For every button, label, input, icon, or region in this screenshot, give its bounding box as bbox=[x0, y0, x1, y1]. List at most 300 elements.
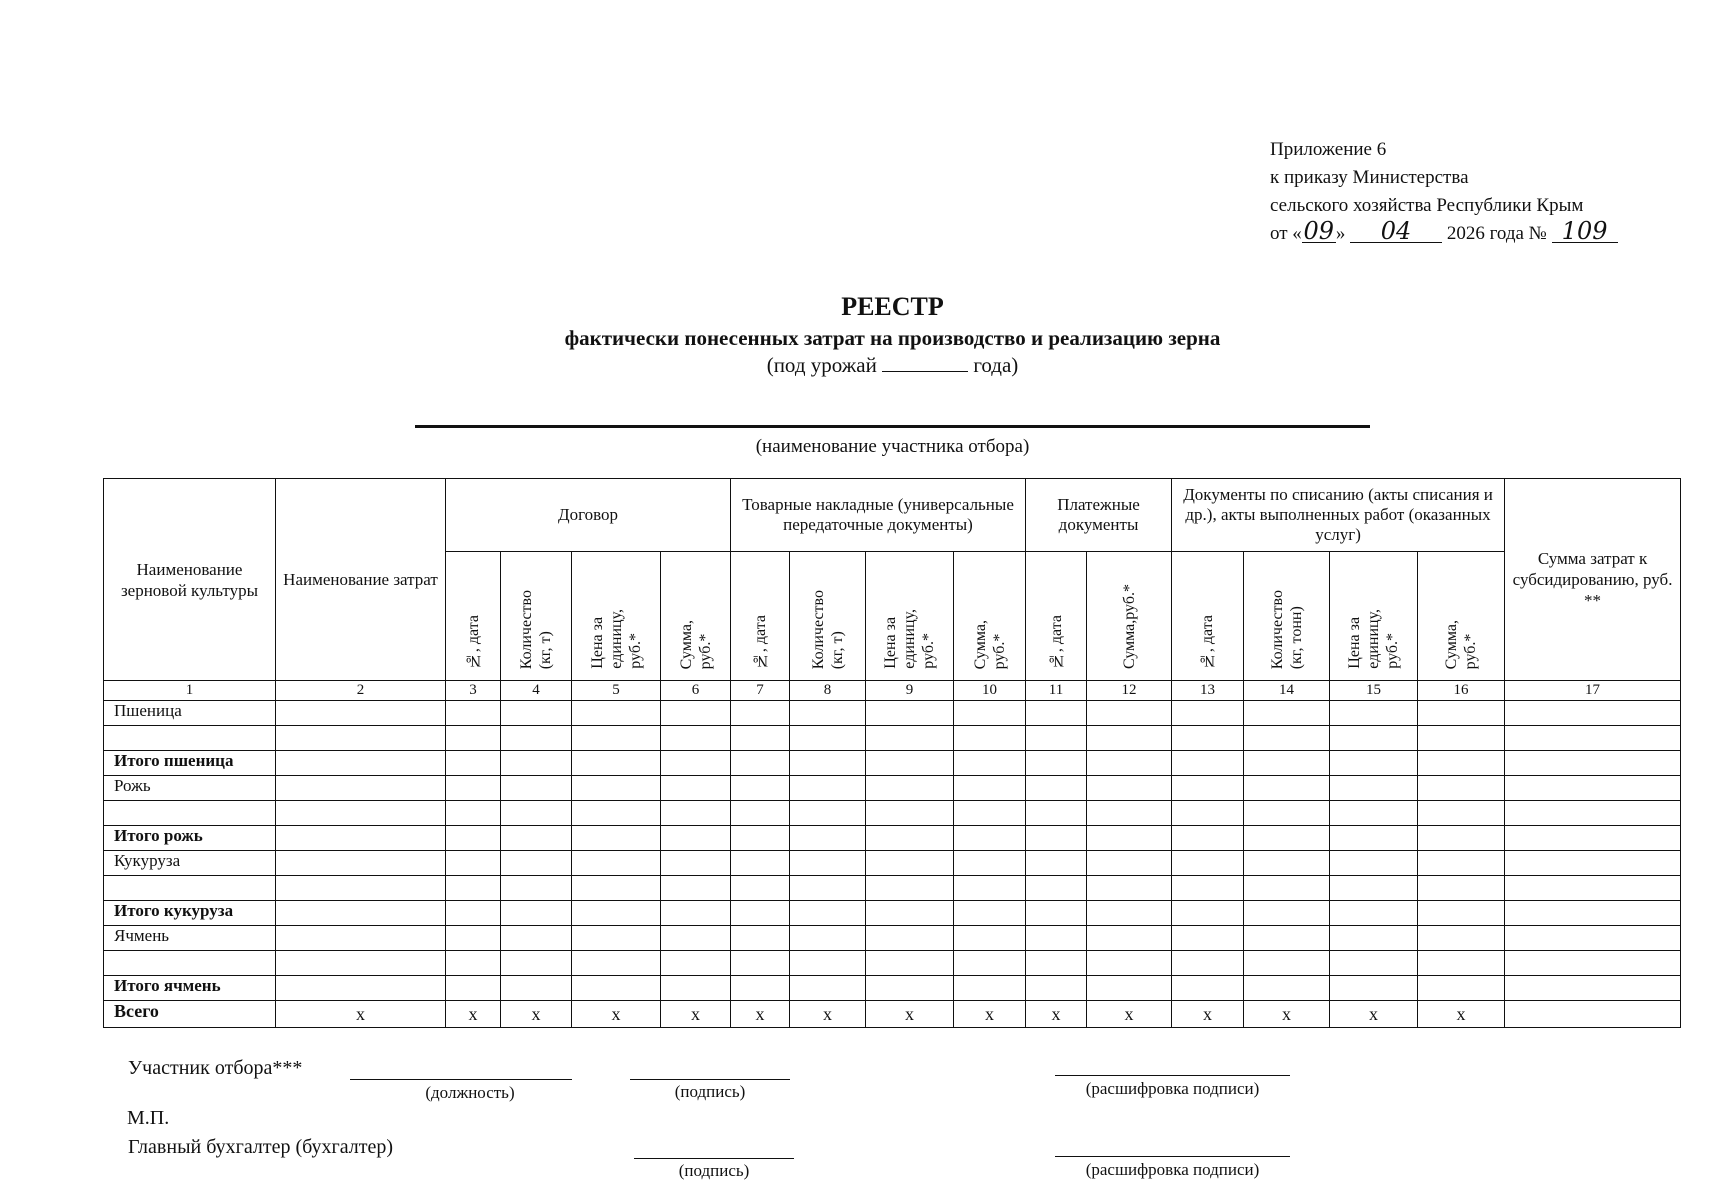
table-cell[interactable] bbox=[661, 751, 731, 776]
header-sub-cell bbox=[866, 552, 954, 681]
table-row bbox=[104, 851, 1681, 876]
table-cell[interactable] bbox=[661, 801, 731, 826]
table-cell[interactable] bbox=[866, 726, 954, 751]
table-cell[interactable] bbox=[954, 901, 1026, 926]
decode-caption: (расшифровка подписи) bbox=[1085, 1079, 1260, 1098]
table-cell[interactable] bbox=[446, 801, 501, 826]
header-sub-label: Сумма,руб.* bbox=[1120, 583, 1138, 669]
table-cell[interactable] bbox=[1330, 776, 1418, 801]
table-cell[interactable] bbox=[1244, 976, 1330, 1001]
table-cell[interactable] bbox=[1244, 951, 1330, 976]
x-mark-cell: x bbox=[1026, 1001, 1087, 1028]
table-cell[interactable] bbox=[866, 826, 954, 851]
table-cell[interactable] bbox=[790, 776, 866, 801]
table-cell[interactable] bbox=[1087, 876, 1172, 901]
table-cell[interactable] bbox=[731, 901, 790, 926]
table-cell[interactable] bbox=[731, 726, 790, 751]
column-number: 15 bbox=[1330, 681, 1418, 701]
table-cell[interactable] bbox=[790, 826, 866, 851]
table-cell[interactable] bbox=[1172, 976, 1244, 1001]
table-row bbox=[104, 976, 1681, 1001]
table-cell[interactable] bbox=[1026, 726, 1087, 751]
table-cell[interactable] bbox=[866, 701, 954, 726]
row-label bbox=[104, 876, 276, 901]
table-cell[interactable] bbox=[501, 726, 572, 751]
table-cell[interactable] bbox=[1026, 701, 1087, 726]
table-cell[interactable] bbox=[572, 926, 661, 951]
row-label: Кукуруза bbox=[104, 851, 276, 876]
appendix-day: 09 bbox=[1303, 217, 1335, 245]
appendix-block bbox=[1270, 136, 1618, 248]
table-cell[interactable] bbox=[1172, 876, 1244, 901]
table-cell[interactable] bbox=[1172, 701, 1244, 726]
row-label bbox=[104, 801, 276, 826]
table-cell[interactable] bbox=[1505, 851, 1681, 876]
table-cell[interactable] bbox=[1418, 801, 1505, 826]
table-cell[interactable] bbox=[1330, 701, 1418, 726]
table-cell[interactable] bbox=[954, 701, 1026, 726]
header-sub-cell bbox=[1244, 552, 1330, 681]
table-cell[interactable] bbox=[1244, 926, 1330, 951]
table-cell[interactable] bbox=[446, 701, 501, 726]
table-cell[interactable] bbox=[1330, 951, 1418, 976]
column-number-row bbox=[104, 681, 1681, 701]
table-cell[interactable] bbox=[661, 951, 731, 976]
harvest-year-blank[interactable] bbox=[882, 353, 968, 372]
table-cell[interactable] bbox=[501, 801, 572, 826]
harvest-suffix: года) bbox=[973, 353, 1019, 377]
row-label: Пшеница bbox=[104, 701, 276, 726]
table-cell[interactable] bbox=[446, 976, 501, 1001]
header-sub-cell bbox=[954, 552, 1026, 681]
row-label: Итого пшеница bbox=[104, 751, 276, 776]
table-cell[interactable] bbox=[1026, 751, 1087, 776]
table-cell[interactable] bbox=[1505, 776, 1681, 801]
table-row bbox=[104, 826, 1681, 851]
column-number: 12 bbox=[1087, 681, 1172, 701]
x-mark-cell: x bbox=[1172, 1001, 1244, 1028]
header-sub-cell bbox=[1418, 552, 1505, 681]
table-row bbox=[104, 776, 1681, 801]
table-cell[interactable] bbox=[446, 751, 501, 776]
table-cell[interactable] bbox=[866, 876, 954, 901]
table-cell[interactable] bbox=[446, 951, 501, 976]
table-cell[interactable] bbox=[1087, 801, 1172, 826]
table-cell[interactable] bbox=[661, 826, 731, 851]
table-cell[interactable] bbox=[866, 976, 954, 1001]
table-cell[interactable] bbox=[1087, 951, 1172, 976]
table-cell[interactable] bbox=[790, 876, 866, 901]
table-cell[interactable] bbox=[446, 926, 501, 951]
table-cell[interactable] bbox=[1172, 901, 1244, 926]
header-sub-label: Количество (кг, т) bbox=[809, 589, 846, 669]
table-cell[interactable] bbox=[790, 751, 866, 776]
table-cell[interactable] bbox=[1418, 926, 1505, 951]
table-cell[interactable] bbox=[1087, 976, 1172, 1001]
header-sub-label: Цена за единицу, руб.* bbox=[1346, 609, 1402, 669]
table-cell[interactable] bbox=[1418, 976, 1505, 1001]
table-cell[interactable] bbox=[1505, 876, 1681, 901]
table-cell[interactable] bbox=[572, 701, 661, 726]
table-cell[interactable] bbox=[731, 926, 790, 951]
table-cell[interactable] bbox=[501, 976, 572, 1001]
table-cell[interactable] bbox=[661, 701, 731, 726]
table-cell[interactable] bbox=[731, 801, 790, 826]
table-cell[interactable] bbox=[276, 751, 446, 776]
header-sub-cell bbox=[446, 552, 501, 681]
appendix-day-suffix: » bbox=[1335, 223, 1346, 244]
table-cell[interactable] bbox=[572, 726, 661, 751]
table-cell[interactable] bbox=[1244, 801, 1330, 826]
table-cell[interactable] bbox=[501, 776, 572, 801]
x-mark-cell: x bbox=[501, 1001, 572, 1028]
table-cell[interactable] bbox=[501, 826, 572, 851]
table-cell[interactable] bbox=[276, 976, 446, 1001]
column-number: 7 bbox=[731, 681, 790, 701]
header-sub-label: Цена за единицу, руб.* bbox=[882, 609, 937, 669]
table-row bbox=[104, 876, 1681, 901]
registry-table bbox=[103, 478, 1681, 1028]
table-cell[interactable] bbox=[1505, 951, 1681, 976]
table-cell[interactable] bbox=[1505, 901, 1681, 926]
table-cell[interactable] bbox=[276, 776, 446, 801]
header-group-payments: Платежные документы bbox=[1026, 479, 1172, 552]
table-cell[interactable] bbox=[866, 951, 954, 976]
table-cell[interactable] bbox=[1172, 776, 1244, 801]
table-cell[interactable] bbox=[731, 951, 790, 976]
header-sub-label: Количество (кг, т) bbox=[518, 589, 554, 669]
participant-name-line[interactable] bbox=[415, 425, 1370, 428]
table-cell[interactable] bbox=[1172, 801, 1244, 826]
table-cell[interactable] bbox=[1087, 826, 1172, 851]
table-cell[interactable] bbox=[731, 976, 790, 1001]
table-cell[interactable] bbox=[1026, 826, 1087, 851]
table-cell[interactable] bbox=[276, 926, 446, 951]
column-number: 16 bbox=[1418, 681, 1505, 701]
table-cell[interactable] bbox=[954, 726, 1026, 751]
table-cell[interactable] bbox=[1172, 951, 1244, 976]
table-cell[interactable] bbox=[572, 751, 661, 776]
table-cell[interactable] bbox=[790, 851, 866, 876]
signature-caption: (подпись) bbox=[674, 1082, 746, 1101]
table-cell[interactable] bbox=[954, 751, 1026, 776]
table-cell[interactable] bbox=[790, 976, 866, 1001]
table-cell[interactable] bbox=[1244, 776, 1330, 801]
table-cell[interactable] bbox=[954, 776, 1026, 801]
table-cell[interactable] bbox=[954, 951, 1026, 976]
table-cell[interactable] bbox=[731, 826, 790, 851]
table-cell[interactable] bbox=[1087, 901, 1172, 926]
table-cell[interactable] bbox=[501, 751, 572, 776]
table-cell[interactable] bbox=[1330, 826, 1418, 851]
accountant-label: Главный бухгалтер (бухгалтер) bbox=[128, 1136, 394, 1158]
table-cell[interactable] bbox=[501, 701, 572, 726]
table-cell[interactable] bbox=[954, 876, 1026, 901]
table-cell[interactable] bbox=[1172, 926, 1244, 951]
table-cell[interactable] bbox=[1026, 976, 1087, 1001]
x-mark-cell: x bbox=[866, 1001, 954, 1028]
column-number: 14 bbox=[1244, 681, 1330, 701]
header-sub-label: Сумма, руб.* bbox=[1443, 619, 1480, 669]
column-number: 6 bbox=[661, 681, 731, 701]
accountant-signature-line[interactable] bbox=[634, 1158, 794, 1159]
table-cell[interactable] bbox=[1418, 701, 1505, 726]
x-mark-cell: x bbox=[1244, 1001, 1330, 1028]
table-cell[interactable] bbox=[790, 951, 866, 976]
column-number: 13 bbox=[1172, 681, 1244, 701]
position-line[interactable] bbox=[350, 1079, 572, 1080]
appendix-line-2: к приказу Министерства bbox=[1270, 167, 1469, 188]
table-cell[interactable] bbox=[731, 751, 790, 776]
table-cell[interactable] bbox=[1087, 851, 1172, 876]
table-cell[interactable] bbox=[866, 926, 954, 951]
harvest-line bbox=[0, 353, 1710, 378]
table-cell[interactable] bbox=[1172, 851, 1244, 876]
table-cell[interactable] bbox=[1330, 926, 1418, 951]
table-row bbox=[104, 901, 1681, 926]
table-cell[interactable] bbox=[1026, 801, 1087, 826]
header-costs: Наименование затрат bbox=[276, 479, 446, 681]
table-cell[interactable] bbox=[1330, 801, 1418, 826]
table-cell[interactable] bbox=[1505, 801, 1681, 826]
decode-line[interactable] bbox=[1055, 1075, 1290, 1076]
table-cell[interactable] bbox=[954, 926, 1026, 951]
stamp-label: М.П. bbox=[127, 1107, 170, 1129]
table-cell[interactable] bbox=[790, 926, 866, 951]
table-cell[interactable] bbox=[790, 801, 866, 826]
table-cell[interactable] bbox=[790, 901, 866, 926]
signature-line[interactable] bbox=[630, 1079, 790, 1080]
document-subtitle: фактически понесенных затрат на производство и реализацию зерна bbox=[564, 326, 1221, 350]
header-sub-label: Сумма, руб.* bbox=[971, 619, 1008, 669]
header-row-groups bbox=[104, 479, 1681, 552]
header-group-writeoff: Документы по списанию (акты списания и др.), акты выполненных работ (оказанных услуг) bbox=[1172, 479, 1505, 552]
table-cell[interactable] bbox=[731, 776, 790, 801]
header-group-contract: Договор bbox=[446, 479, 731, 552]
table-cell[interactable] bbox=[276, 901, 446, 926]
table-cell[interactable] bbox=[866, 776, 954, 801]
x-mark-cell: x bbox=[446, 1001, 501, 1028]
table-cell[interactable] bbox=[276, 951, 446, 976]
table-cell[interactable] bbox=[572, 951, 661, 976]
table-row bbox=[104, 726, 1681, 751]
table-cell[interactable] bbox=[954, 801, 1026, 826]
accountant-decode-line[interactable] bbox=[1055, 1156, 1290, 1157]
table-cell[interactable] bbox=[731, 701, 790, 726]
table-cell[interactable] bbox=[1087, 701, 1172, 726]
table-cell[interactable] bbox=[446, 876, 501, 901]
table-cell[interactable] bbox=[1505, 826, 1681, 851]
table-cell[interactable] bbox=[661, 876, 731, 901]
table-cell[interactable] bbox=[954, 976, 1026, 1001]
table-cell[interactable] bbox=[1087, 751, 1172, 776]
table-cell[interactable] bbox=[1172, 826, 1244, 851]
appendix-from-prefix: от « bbox=[1270, 223, 1302, 244]
row-label bbox=[104, 951, 276, 976]
table-cell[interactable] bbox=[1244, 726, 1330, 751]
table-cell[interactable] bbox=[446, 726, 501, 751]
table-cell[interactable] bbox=[1026, 951, 1087, 976]
table-cell[interactable] bbox=[276, 726, 446, 751]
table-cell[interactable] bbox=[866, 751, 954, 776]
table-row bbox=[104, 926, 1681, 951]
table-cell[interactable] bbox=[572, 826, 661, 851]
accountant-signature-caption: (подпись) bbox=[678, 1161, 750, 1180]
table-cell[interactable] bbox=[572, 801, 661, 826]
x-mark-cell: x bbox=[661, 1001, 731, 1028]
table-body bbox=[104, 701, 1681, 1028]
row-label: Всего bbox=[104, 1001, 276, 1028]
row-label: Ячмень bbox=[104, 926, 276, 951]
table-cell[interactable] bbox=[1244, 901, 1330, 926]
table-cell[interactable] bbox=[1418, 951, 1505, 976]
table-cell[interactable] bbox=[866, 851, 954, 876]
x-mark-cell: x bbox=[1330, 1001, 1418, 1028]
table-cell[interactable] bbox=[572, 776, 661, 801]
column-number: 3 bbox=[446, 681, 501, 701]
table-cell[interactable] bbox=[954, 851, 1026, 876]
table-cell[interactable] bbox=[954, 826, 1026, 851]
table-cell[interactable] bbox=[1087, 926, 1172, 951]
table-cell[interactable] bbox=[1172, 726, 1244, 751]
table-cell[interactable] bbox=[661, 901, 731, 926]
table-row bbox=[104, 801, 1681, 826]
table-cell[interactable] bbox=[446, 826, 501, 851]
accountant-decode-caption: (расшифровка подписи) bbox=[1085, 1160, 1260, 1179]
header-sub-cell bbox=[790, 552, 866, 681]
table-cell[interactable] bbox=[446, 776, 501, 801]
table-cell[interactable] bbox=[1330, 851, 1418, 876]
table-cell[interactable] bbox=[1244, 851, 1330, 876]
column-number: 9 bbox=[866, 681, 954, 701]
column-number: 11 bbox=[1026, 681, 1087, 701]
table-cell[interactable] bbox=[1505, 751, 1681, 776]
header-sub-label: Цена за единицу, руб.* bbox=[588, 609, 644, 669]
table-cell[interactable] bbox=[1026, 901, 1087, 926]
column-number: 2 bbox=[276, 681, 446, 701]
column-number: 5 bbox=[572, 681, 661, 701]
header-sub-cell bbox=[731, 552, 790, 681]
x-mark-cell: x bbox=[1087, 1001, 1172, 1028]
table-cell[interactable] bbox=[572, 851, 661, 876]
table-cell[interactable] bbox=[1418, 851, 1505, 876]
table-cell[interactable] bbox=[1026, 926, 1087, 951]
table-cell[interactable] bbox=[501, 901, 572, 926]
header-sub-cell bbox=[1087, 552, 1172, 681]
table-cell[interactable] bbox=[731, 876, 790, 901]
appendix-line-1: Приложение 6 bbox=[1270, 139, 1387, 160]
table-cell[interactable] bbox=[661, 776, 731, 801]
table-cell[interactable] bbox=[276, 801, 446, 826]
table-cell[interactable] bbox=[790, 701, 866, 726]
row-label bbox=[104, 726, 276, 751]
table-cell[interactable] bbox=[661, 926, 731, 951]
appendix-number: 109 bbox=[1552, 220, 1618, 243]
table-row bbox=[104, 701, 1681, 726]
table-cell[interactable] bbox=[866, 901, 954, 926]
table-cell[interactable] bbox=[1418, 751, 1505, 776]
table-cell[interactable] bbox=[1026, 851, 1087, 876]
document-title: РЕЕСТР bbox=[841, 292, 944, 321]
table-cell[interactable] bbox=[572, 901, 661, 926]
header-group-invoices: Товарные накладные (универсальные передаточные документы) bbox=[731, 479, 1026, 552]
table-cell[interactable] bbox=[1087, 726, 1172, 751]
participant-caption: (наименование участника отбора) bbox=[755, 436, 1030, 457]
table-cell[interactable] bbox=[1330, 726, 1418, 751]
table-cell[interactable] bbox=[1505, 701, 1681, 726]
table-cell[interactable] bbox=[501, 851, 572, 876]
row-label: Итого рожь bbox=[104, 826, 276, 851]
table-cell[interactable] bbox=[1026, 776, 1087, 801]
table-cell[interactable] bbox=[1418, 776, 1505, 801]
table-cell[interactable] bbox=[1244, 826, 1330, 851]
header-sub-label: №, дата bbox=[751, 614, 769, 669]
table-cell[interactable] bbox=[1087, 776, 1172, 801]
table-cell[interactable] bbox=[276, 826, 446, 851]
table-cell[interactable] bbox=[1244, 751, 1330, 776]
x-mark-cell: x bbox=[954, 1001, 1026, 1028]
table-cell[interactable] bbox=[446, 901, 501, 926]
header-sub-label: №, дата bbox=[464, 614, 482, 669]
table-cell[interactable] bbox=[1418, 876, 1505, 901]
table-cell[interactable] bbox=[661, 976, 731, 1001]
table-cell[interactable] bbox=[731, 851, 790, 876]
table-cell[interactable] bbox=[276, 876, 446, 901]
header-subsidy: Сумма затрат к субсидированию, руб. ** bbox=[1505, 479, 1681, 681]
appendix-year-text: 2026 года № bbox=[1446, 223, 1547, 244]
table-cell[interactable] bbox=[1244, 701, 1330, 726]
table-cell[interactable] bbox=[1418, 826, 1505, 851]
table-cell[interactable] bbox=[1418, 901, 1505, 926]
table-cell[interactable] bbox=[1505, 976, 1681, 1001]
column-number: 4 bbox=[501, 681, 572, 701]
header-crop: Наименование зерновой культуры bbox=[104, 479, 276, 681]
table-cell[interactable] bbox=[572, 876, 661, 901]
harvest-prefix: (под урожай bbox=[766, 353, 877, 377]
table-cell[interactable] bbox=[1330, 876, 1418, 901]
table-cell[interactable] bbox=[1330, 976, 1418, 1001]
table-cell[interactable] bbox=[501, 876, 572, 901]
table-cell[interactable] bbox=[1026, 876, 1087, 901]
table-cell[interactable] bbox=[572, 976, 661, 1001]
table-cell[interactable] bbox=[661, 851, 731, 876]
table-cell[interactable] bbox=[1505, 726, 1681, 751]
table-cell[interactable] bbox=[501, 951, 572, 976]
row-label: Итого кукуруза bbox=[104, 901, 276, 926]
table-cell[interactable] bbox=[1330, 751, 1418, 776]
table-cell[interactable] bbox=[501, 926, 572, 951]
table-cell[interactable] bbox=[1505, 1001, 1681, 1028]
table-cell[interactable] bbox=[1505, 926, 1681, 951]
table-cell[interactable] bbox=[1330, 901, 1418, 926]
table-cell[interactable] bbox=[866, 801, 954, 826]
table-cell[interactable] bbox=[1244, 876, 1330, 901]
table-cell[interactable] bbox=[1418, 726, 1505, 751]
x-mark-cell: x bbox=[1418, 1001, 1505, 1028]
x-mark-cell: x bbox=[790, 1001, 866, 1028]
table-cell[interactable] bbox=[790, 726, 866, 751]
table-cell[interactable] bbox=[276, 851, 446, 876]
table-cell[interactable] bbox=[1172, 751, 1244, 776]
appendix-date-line bbox=[1270, 217, 1618, 248]
table-cell[interactable] bbox=[661, 726, 731, 751]
header-sub-cell bbox=[572, 552, 661, 681]
table-cell[interactable] bbox=[276, 701, 446, 726]
appendix-month: 04 bbox=[1350, 220, 1442, 243]
header-sub-cell bbox=[661, 552, 731, 681]
table-cell[interactable] bbox=[446, 851, 501, 876]
x-mark-cell: x bbox=[276, 1001, 446, 1028]
